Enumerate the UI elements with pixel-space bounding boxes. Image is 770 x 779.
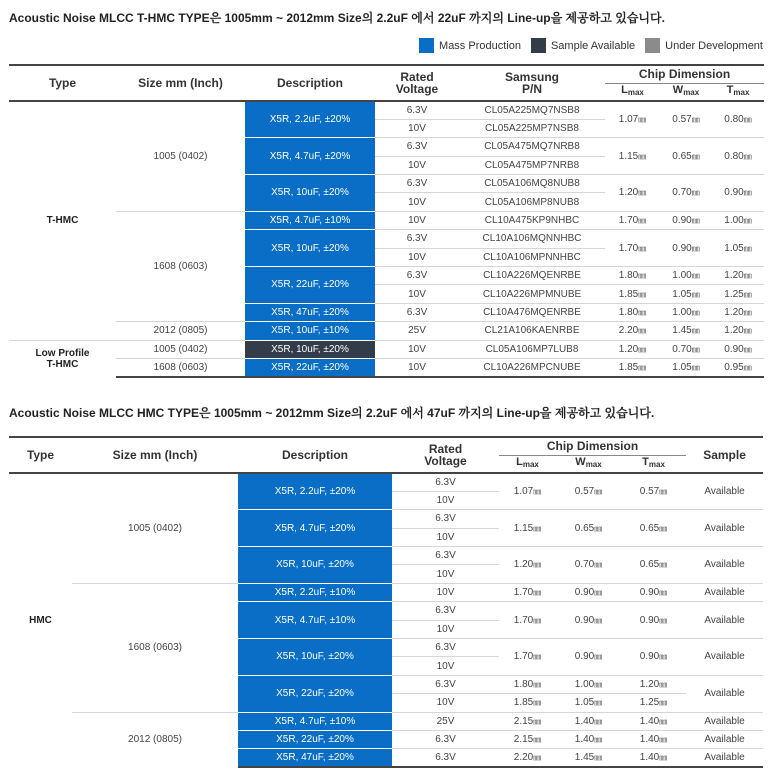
rated-voltage-cell: 10V: [375, 119, 459, 137]
part-number-cell: CL10A226MPCNUBE: [459, 358, 605, 376]
rated-voltage-cell: 6.3V: [375, 230, 459, 248]
dim-l-cell: 1.80㎜: [499, 675, 556, 693]
dim-l-cell: 1.85㎜: [499, 694, 556, 712]
description-cell: X5R, 2.2uF, ±10%: [238, 583, 392, 601]
dim-t-cell: 0.90㎜: [712, 175, 764, 212]
description-cell: X5R, 10uF, ±20%: [238, 639, 392, 676]
col-header-rated-voltage: Rated Voltage: [375, 65, 459, 101]
dim-w-cell: 0.57㎜: [556, 473, 621, 510]
description-cell: X5R, 47uF, ±20%: [245, 303, 375, 321]
table-row: [9, 322, 764, 340]
dim-w-cell: 1.00㎜: [556, 675, 621, 693]
rated-voltage-cell: 10V: [375, 248, 459, 266]
dim-l-cell: 1.85㎜: [605, 285, 660, 303]
dim-t-cell: 1.40㎜: [621, 712, 686, 730]
dim-l-cell: 1.70㎜: [605, 230, 660, 267]
table-row: [9, 712, 763, 730]
part-number-cell: CL21A106KAENRBE: [459, 322, 605, 340]
dim-t-cell: 1.05㎜: [712, 230, 764, 267]
hmc-table: [9, 436, 763, 768]
description-cell: X5R, 22uF, ±20%: [238, 675, 392, 712]
dim-w-cell: 1.05㎜: [660, 285, 712, 303]
sample-status-cell: Available: [686, 675, 763, 712]
part-number-cell: CL05A106MP7LUB8: [459, 340, 605, 358]
rated-voltage-cell: 10V: [375, 340, 459, 358]
rated-voltage-cell: 10V: [392, 491, 499, 509]
rated-voltage-cell: 10V: [375, 156, 459, 174]
type-group-thmc: T-HMC: [46, 215, 79, 227]
dim-t-cell: 1.20㎜: [712, 267, 764, 285]
dim-w-cell: 0.90㎜: [660, 211, 712, 229]
dim-l-cell: 1.70㎜: [499, 583, 556, 601]
dim-w-cell: 0.90㎜: [556, 583, 621, 601]
type-group-low-profile: Low Profile T-HMC: [9, 340, 116, 377]
rated-voltage-cell: 10V: [392, 565, 499, 583]
rated-voltage-cell: 6.3V: [392, 602, 499, 620]
thmc-table-body: [9, 101, 764, 377]
part-number-cell: CL10A226MQENRBE: [459, 267, 605, 285]
description-cell: X5R, 22uF, ±20%: [245, 358, 375, 376]
description-cell: X5R, 10uF, ±20%: [245, 230, 375, 267]
rated-voltage-cell: 6.3V: [392, 639, 499, 657]
dim-t-cell: 1.00㎜: [712, 211, 764, 229]
legend-swatch-sample-available: [531, 38, 546, 53]
sample-status-cell: Available: [686, 730, 763, 748]
dim-l-cell: 1.15㎜: [499, 510, 556, 547]
col-header-chip-dimension-2: Chip Dimension: [499, 437, 686, 455]
part-number-cell: CL10A226MPMNUBE: [459, 285, 605, 303]
part-number-cell: CL05A225MP7NSB8: [459, 119, 605, 137]
col-header-size: Size mm (Inch): [116, 65, 245, 101]
dim-l-cell: 1.20㎜: [499, 547, 556, 584]
dim-l-cell: 1.07㎜: [499, 473, 556, 510]
section1-title: Acoustic Noise MLCC T-HMC TYPE은 1005mm ~ 2012mm Size의 2.2uF 에서 22uF 까지의 Line-up을 제공하고 있습니다.: [9, 11, 665, 25]
dim-t-cell: 0.80㎜: [712, 138, 764, 175]
col-header-l-max: Lmax: [605, 83, 660, 101]
table-row: [9, 583, 763, 601]
rated-voltage-cell: 10V: [375, 285, 459, 303]
col-header-chip-dimension: Chip Dimension: [605, 65, 764, 83]
sample-status-cell: Available: [686, 473, 763, 510]
dim-l-cell: 2.15㎜: [499, 730, 556, 748]
description-cell: X5R, 4.7uF, ±20%: [238, 510, 392, 547]
legend-label-sample-available: Sample Available: [550, 39, 636, 52]
dim-t-cell: 0.65㎜: [621, 547, 686, 584]
rated-voltage-cell: 6.3V: [375, 303, 459, 321]
col-header-l-max-2: Lmax: [499, 455, 556, 473]
sample-status-cell: Available: [686, 510, 763, 547]
col-header-t-max: Tmax: [712, 83, 764, 101]
dim-t-cell: 0.57㎜: [621, 473, 686, 510]
type-group-hmc: HMC: [29, 615, 52, 627]
dim-w-cell: 1.05㎜: [556, 694, 621, 712]
legend-swatch-mass-production: [419, 38, 434, 53]
part-number-cell: CL05A475MQ7NRB8: [459, 138, 605, 156]
dim-l-cell: 1.20㎜: [605, 340, 660, 358]
size-group: 2012 (0805): [116, 322, 245, 340]
col-header-description-2: Description: [238, 437, 392, 473]
dim-l-cell: 2.15㎜: [499, 712, 556, 730]
sample-status-cell: Available: [686, 602, 763, 639]
description-cell: X5R, 22uF, ±20%: [245, 267, 375, 304]
rated-voltage-cell: 6.3V: [375, 267, 459, 285]
part-number-cell: CL05A225MQ7NSB8: [459, 101, 605, 119]
rated-voltage-cell: 6.3V: [392, 473, 499, 491]
dim-t-cell: 0.65㎜: [621, 510, 686, 547]
col-header-type-2: Type: [9, 437, 72, 473]
dim-w-cell: 1.40㎜: [556, 730, 621, 748]
sample-status-cell: Available: [686, 547, 763, 584]
dim-w-cell: 0.70㎜: [660, 175, 712, 212]
dim-l-cell: 2.20㎜: [605, 322, 660, 340]
dim-w-cell: 0.65㎜: [556, 510, 621, 547]
size-group: 1005 (0402): [116, 340, 245, 358]
size-group: 1005 (0402): [128, 522, 182, 534]
dim-w-cell: 1.40㎜: [556, 712, 621, 730]
rated-voltage-cell: 6.3V: [392, 510, 499, 528]
dim-w-cell: 0.57㎜: [660, 101, 712, 138]
description-cell: X5R, 22uF, ±20%: [238, 730, 392, 748]
dim-l-cell: 1.07㎜: [605, 101, 660, 138]
part-number-cell: CL05A106MP8NUB8: [459, 193, 605, 211]
dim-t-cell: 0.90㎜: [712, 340, 764, 358]
rated-voltage-cell: 10V: [375, 358, 459, 376]
sample-status-cell: Available: [686, 583, 763, 601]
rated-voltage-cell: 6.3V: [375, 175, 459, 193]
dim-w-cell: 0.90㎜: [556, 602, 621, 639]
dim-w-cell: 1.45㎜: [660, 322, 712, 340]
size-group: 1005 (0402): [153, 150, 208, 162]
col-header-description: Description: [245, 65, 375, 101]
dim-w-cell: 0.90㎜: [556, 639, 621, 676]
dim-t-cell: 1.20㎜: [712, 303, 764, 321]
rated-voltage-cell: 25V: [392, 712, 499, 730]
part-number-cell: CL05A475MP7NRB8: [459, 156, 605, 174]
rated-voltage-cell: 6.3V: [392, 547, 499, 565]
rated-voltage-cell: 10V: [392, 694, 499, 712]
legend-swatch-under-development: [645, 38, 660, 53]
legend-label-under-development: Under Development: [665, 39, 763, 52]
description-cell: X5R, 4.7uF, ±20%: [245, 138, 375, 175]
dim-w-cell: 0.70㎜: [556, 547, 621, 584]
col-header-sample: Sample: [686, 437, 763, 473]
part-number-cell: CL10A106MPNNHBC: [459, 248, 605, 266]
rated-voltage-cell: 10V: [392, 620, 499, 638]
dim-t-cell: 1.20㎜: [712, 322, 764, 340]
table-row: [9, 101, 764, 119]
size-group: 1608 (0603): [116, 211, 245, 321]
description-cell: X5R, 10uF, ±20%: [238, 547, 392, 584]
size-group: 1608 (0603): [72, 583, 238, 712]
col-header-rated-voltage-2: Rated Voltage: [392, 437, 499, 473]
rated-voltage-cell: 6.3V: [392, 749, 499, 767]
description-cell: X5R, 10uF, ±20%: [245, 340, 375, 358]
part-number-cell: CL10A476MQENRBE: [459, 303, 605, 321]
dim-w-cell: 0.65㎜: [660, 138, 712, 175]
dim-l-cell: 2.20㎜: [499, 749, 556, 767]
part-number-cell: CL10A475KP9NHBC: [459, 211, 605, 229]
dim-t-cell: 1.40㎜: [621, 749, 686, 767]
rated-voltage-cell: 25V: [375, 322, 459, 340]
rated-voltage-cell: 10V: [392, 583, 499, 601]
part-number-cell: CL05A106MQ8NUB8: [459, 175, 605, 193]
col-header-part-number: Samsung P/N: [459, 65, 605, 101]
rated-voltage-cell: 6.3V: [392, 675, 499, 693]
table-row: [9, 358, 764, 376]
rated-voltage-cell: 10V: [392, 528, 499, 546]
col-header-type: Type: [9, 65, 116, 101]
table-row: [9, 473, 763, 491]
dim-t-cell: 1.25㎜: [621, 694, 686, 712]
rated-voltage-cell: 10V: [392, 657, 499, 675]
dim-t-cell: 1.40㎜: [621, 730, 686, 748]
dim-l-cell: 1.85㎜: [605, 358, 660, 376]
dim-t-cell: 1.20㎜: [621, 675, 686, 693]
size-group: 2012 (0805): [72, 712, 238, 767]
description-cell: X5R, 4.7uF, ±10%: [238, 712, 392, 730]
sample-status-cell: Available: [686, 712, 763, 730]
col-header-w-max: Wmax: [660, 83, 712, 101]
dim-w-cell: 1.05㎜: [660, 358, 712, 376]
description-cell: X5R, 2.2uF, ±20%: [245, 101, 375, 138]
dim-l-cell: 1.70㎜: [605, 211, 660, 229]
description-cell: X5R, 10uF, ±20%: [245, 175, 375, 212]
dim-w-cell: 1.45㎜: [556, 749, 621, 767]
rated-voltage-cell: 10V: [375, 211, 459, 229]
dim-l-cell: 1.70㎜: [499, 639, 556, 676]
description-cell: X5R, 10uF, ±10%: [245, 322, 375, 340]
dim-t-cell: 0.90㎜: [621, 583, 686, 601]
size-group: 1608 (0603): [116, 358, 245, 376]
legend: [409, 38, 763, 53]
dim-t-cell: 0.80㎜: [712, 101, 764, 138]
rated-voltage-cell: 6.3V: [375, 138, 459, 156]
description-cell: X5R, 4.7uF, ±10%: [238, 602, 392, 639]
dim-l-cell: 1.80㎜: [605, 267, 660, 285]
table-row: [9, 340, 764, 358]
rated-voltage-cell: 6.3V: [375, 101, 459, 119]
table-row: [9, 211, 764, 229]
description-cell: X5R, 47uF, ±20%: [238, 749, 392, 767]
dim-l-cell: 1.15㎜: [605, 138, 660, 175]
sample-status-cell: Available: [686, 749, 763, 767]
dim-t-cell: 1.25㎜: [712, 285, 764, 303]
dim-l-cell: 1.70㎜: [499, 602, 556, 639]
dim-w-cell: 1.00㎜: [660, 303, 712, 321]
dim-l-cell: 1.20㎜: [605, 175, 660, 212]
dim-w-cell: 0.70㎜: [660, 340, 712, 358]
dim-w-cell: 0.90㎜: [660, 230, 712, 267]
hmc-table-body: [9, 473, 763, 767]
legend-label-mass-production: Mass Production: [439, 39, 521, 52]
rated-voltage-cell: 6.3V: [392, 730, 499, 748]
sample-status-cell: Available: [686, 639, 763, 676]
rated-voltage-cell: 10V: [375, 193, 459, 211]
dim-w-cell: 1.00㎜: [660, 267, 712, 285]
part-number-cell: CL10A106MQNNHBC: [459, 230, 605, 248]
col-header-size-2: Size mm (Inch): [72, 437, 238, 473]
dim-l-cell: 1.80㎜: [605, 303, 660, 321]
col-header-w-max-2: Wmax: [556, 455, 621, 473]
section2-title: Acoustic Noise MLCC HMC TYPE은 1005mm ~ 2012mm Size의 2.2uF 에서 47uF 까지의 Line-up을 제공하고 있습니다.: [9, 406, 655, 420]
description-cell: X5R, 2.2uF, ±20%: [238, 473, 392, 510]
col-header-t-max-2: Tmax: [621, 455, 686, 473]
dim-t-cell: 0.90㎜: [621, 602, 686, 639]
dim-t-cell: 0.90㎜: [621, 639, 686, 676]
dim-t-cell: 0.95㎜: [712, 358, 764, 376]
description-cell: X5R, 4.7uF, ±10%: [245, 211, 375, 229]
thmc-table: [9, 64, 764, 378]
